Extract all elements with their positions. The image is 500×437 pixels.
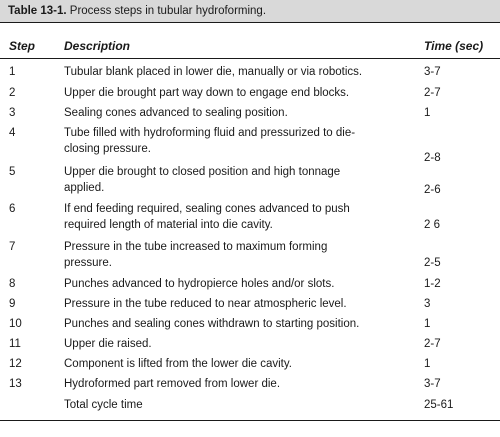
row-step: 1	[9, 66, 16, 78]
row-time: 1-2	[424, 278, 441, 290]
total-label: Total cycle time	[64, 399, 143, 411]
row-step: 10	[9, 318, 22, 330]
table-caption	[0, 0, 500, 22]
row-description-cont: required length of material into die cavity.	[64, 219, 273, 231]
row-time: 3-7	[424, 378, 441, 390]
row-step: 4	[9, 127, 16, 139]
row-description: Upper die brought to closed position and high tonnage	[64, 166, 341, 178]
row-description: Sealing cones advanced to sealing position.	[64, 107, 288, 119]
row-description: Pressure in the tube reduced to near atmospheric level.	[64, 298, 347, 310]
row-step: 6	[9, 203, 16, 215]
row-step: 5	[9, 166, 16, 178]
total-time: 25-61	[424, 399, 454, 411]
header-description: Description	[64, 39, 131, 53]
row-time: 1	[424, 318, 431, 330]
row-description: Punches and sealing cones withdrawn to starting position.	[64, 318, 360, 330]
header-time: Time (sec)	[424, 39, 484, 53]
row-description: Hydroformed part removed from lower die.	[64, 378, 281, 390]
row-time: 3-7	[424, 66, 441, 78]
row-time: 2-7	[424, 87, 441, 99]
row-step: 2	[9, 87, 16, 99]
row-description: Tubular blank placed in lower die, manually or via robotics.	[64, 66, 363, 78]
row-description: If end feeding required, sealing cones advanced to push	[64, 203, 350, 215]
row-description: Pressure in the tube increased to maximum forming	[64, 241, 328, 253]
row-description: Component is lifted from the lower die cavity.	[64, 358, 292, 370]
row-step: 3	[9, 107, 16, 119]
row-time: 2-6	[424, 184, 441, 196]
row-time: 2-8	[424, 152, 441, 164]
row-description-cont: applied.	[64, 182, 105, 194]
row-step: 8	[9, 278, 16, 290]
row-description: Tube filled with hydroforming fluid and pressurized to die-	[64, 127, 356, 139]
row-description-cont: closing pressure.	[64, 143, 151, 155]
caption-text: Process steps in tubular hydroforming.	[66, 5, 267, 17]
caption-label: Table 13-1.	[8, 5, 67, 17]
header-rule	[0, 58, 500, 59]
row-time: 1	[424, 358, 431, 370]
row-time: 3	[424, 298, 431, 310]
row-step: 9	[9, 298, 16, 310]
row-step: 13	[9, 378, 22, 390]
row-description: Upper die raised.	[64, 338, 152, 350]
row-description-cont: pressure.	[64, 257, 112, 269]
caption-rule	[0, 22, 500, 23]
bottom-rule	[0, 420, 500, 421]
row-time: 2-7	[424, 338, 441, 350]
row-step: 12	[9, 358, 22, 370]
header-step: Step	[9, 39, 36, 53]
row-time: 2 6	[424, 219, 440, 231]
row-step: 7	[9, 241, 16, 253]
row-description: Punches advanced to hydropierce holes and/or slots.	[64, 278, 335, 290]
row-time: 1	[424, 107, 431, 119]
row-step: 11	[9, 338, 21, 350]
row-description: Upper die brought part way down to engage end blocks.	[64, 87, 350, 99]
row-time: 2-5	[424, 257, 441, 269]
